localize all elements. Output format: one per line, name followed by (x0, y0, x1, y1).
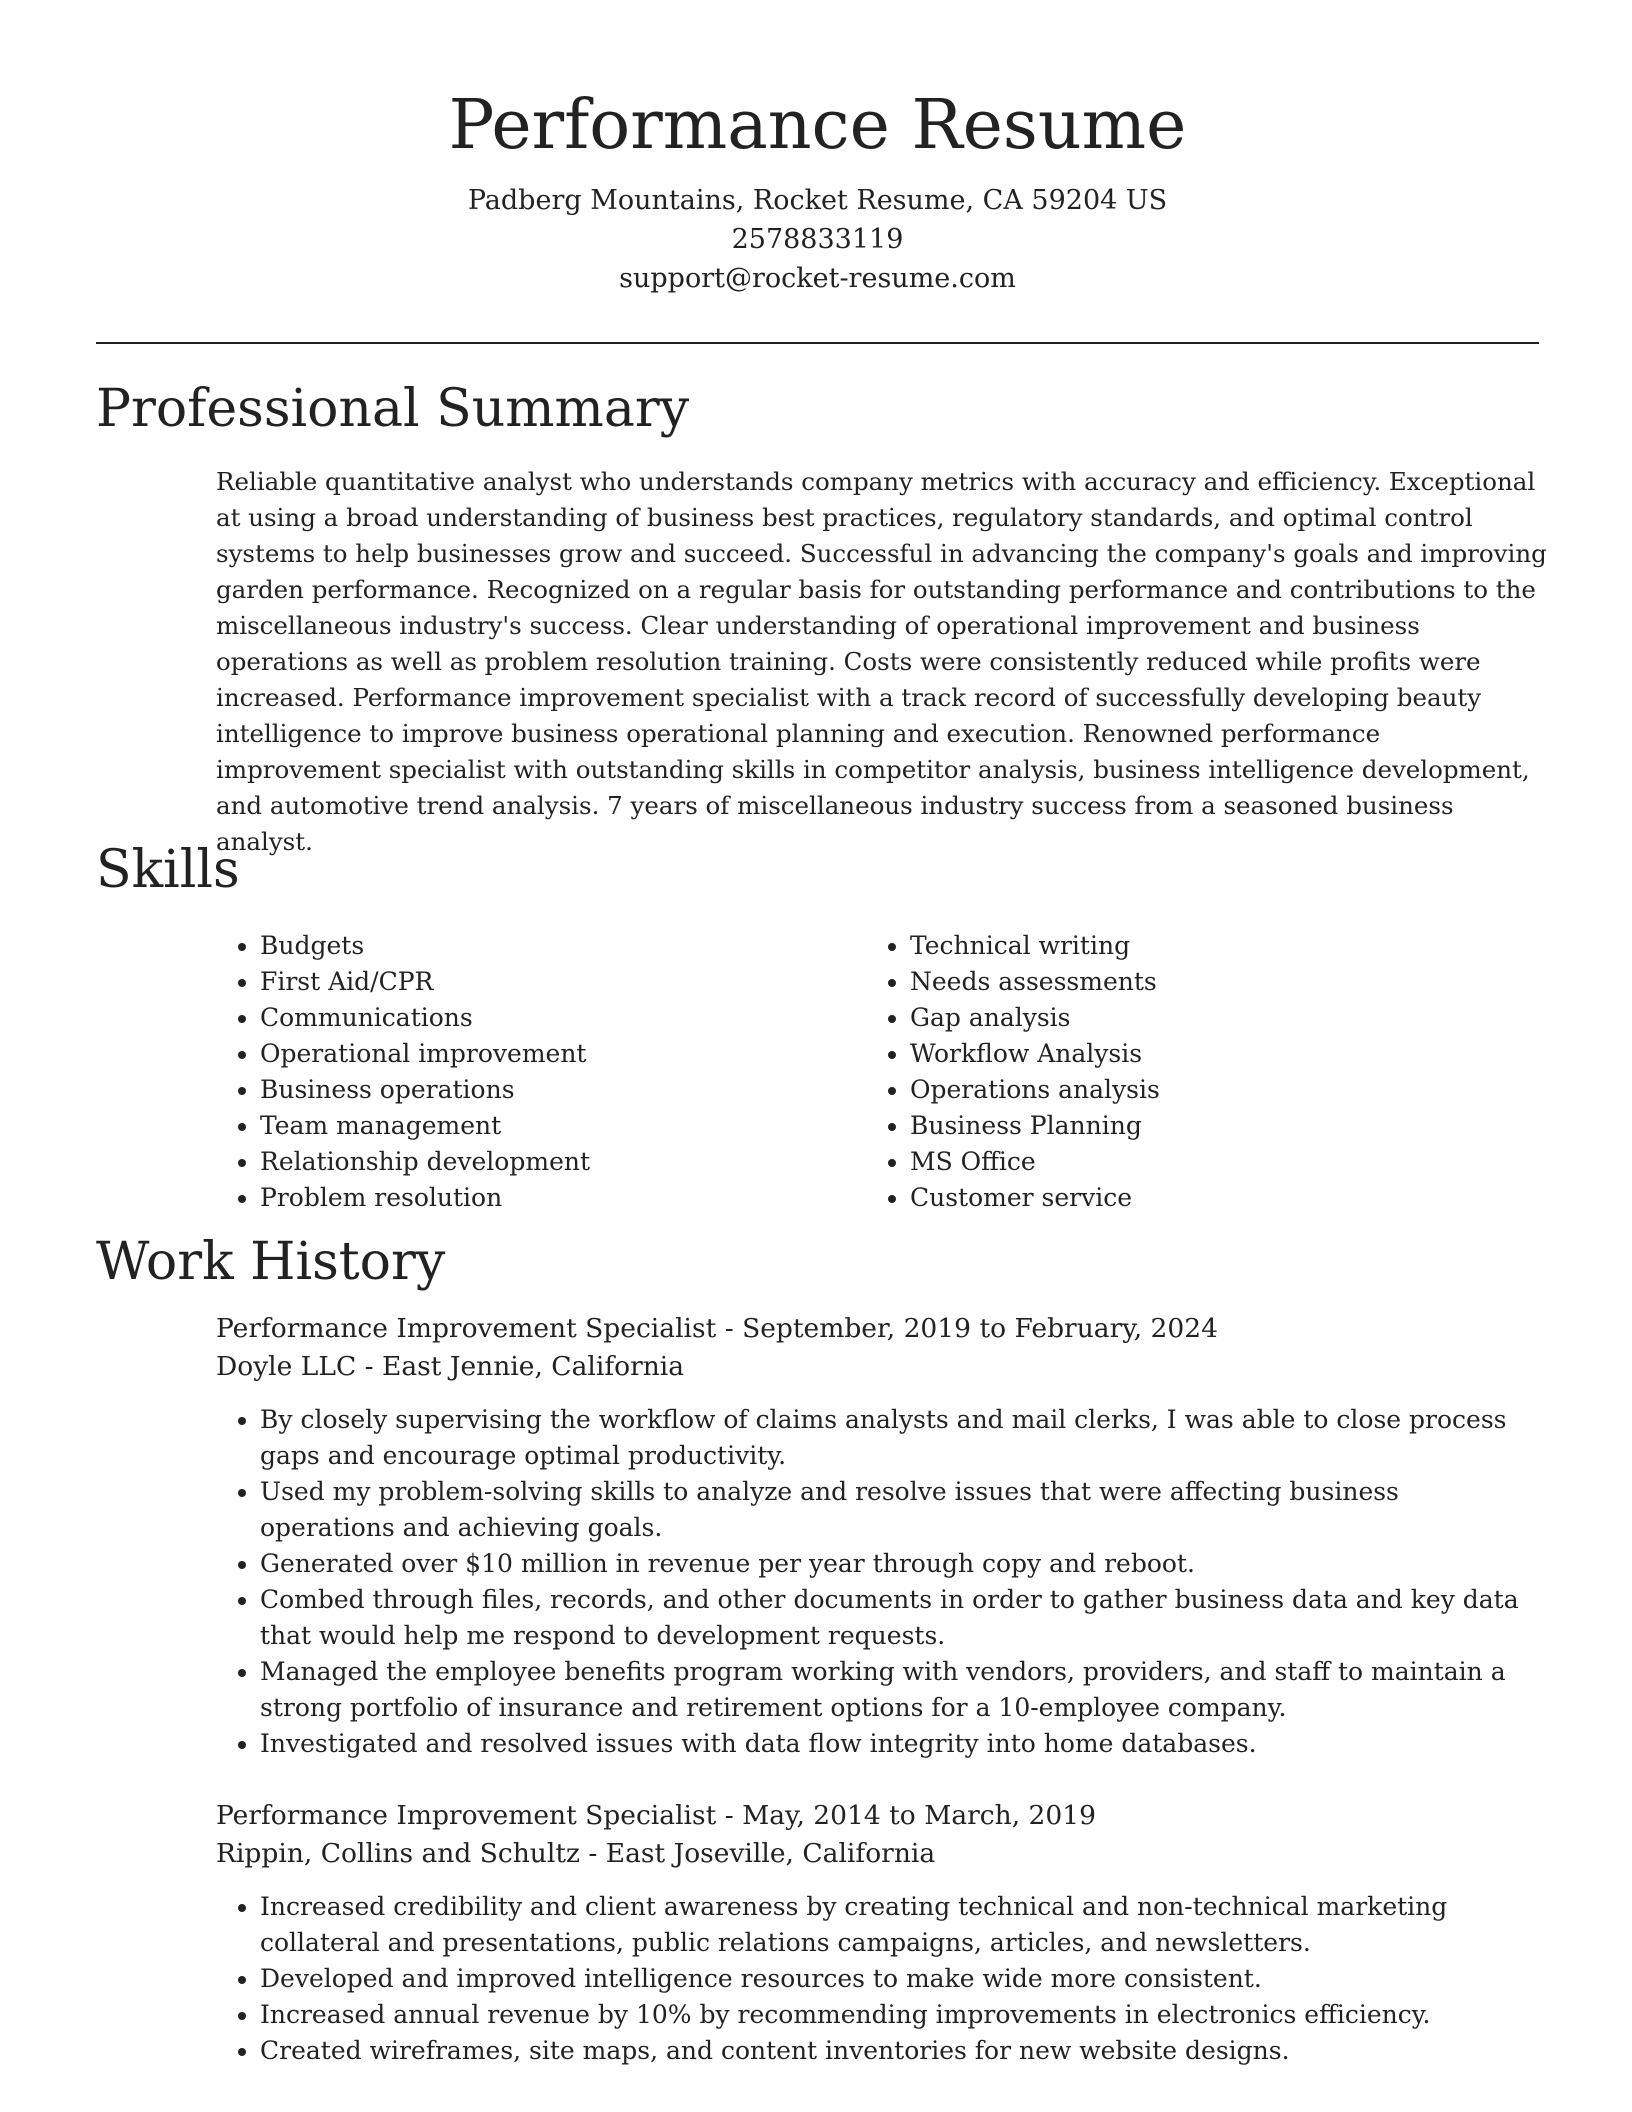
job-bullet: • Managed the employee benefits program working with vendors, providers, and staff to maintain a strong portfolio of insurance and retirement options for a 10-employee company. (260, 1654, 1541, 1726)
skill-item: • Customer service (910, 1180, 1516, 1216)
skill-item: • Business operations (260, 1072, 866, 1108)
skill-item: • First Aid/CPR (260, 964, 866, 1000)
skills-column-left (216, 928, 866, 1216)
job-bullet: • Investigated and resolved issues with data flow integrity into home databases. (260, 1726, 1541, 1762)
skill-item: • Relationship development (260, 1144, 866, 1180)
summary-text: Reliable quantitative analyst who understands company metrics with accuracy and efficiency. Exceptional at using a broad understanding of business best practices, regulatory standards, and optimal control systems to help businesses grow and succeed. Successful in advancing the company's goals and improving garden performance. Recognized on a regular basis for outstanding performance and contributions to the miscellaneous industry's success. Clear understanding of operational improvement and business operations as well as problem resolution training. Costs were consistently reduced while profits were increased. Performance improvement specialist with a track record of successfully developing beauty intelligence to improve business operational planning and execution. Renowned performance improvement specialist with outstanding skills in competitor analysis, business intelligence development, and automotive trend analysis. 7 years of miscellaneous industry success from a seasoned business analyst. (216, 467, 1547, 856)
skill-item: • Communications (260, 1000, 866, 1036)
job-company-line: Rippin, Collins and Schultz - East Joseville, California (216, 1838, 936, 1869)
work-history-heading: Work History (96, 1232, 446, 1292)
header-divider (96, 342, 1539, 344)
job-bullet: • Created wireframes, site maps, and content inventories for new website designs. (260, 2033, 1541, 2069)
job-bullet: • Increased credibility and client awareness by creating technical and non-technical marketing collateral and presentations, public relations campaigns, articles, and newsletters. (260, 1889, 1541, 1961)
skills-list (216, 928, 1541, 1216)
job-bullet: • Used my problem-solving skills to analyze and resolve issues that were affecting business operations and achieving goals. (260, 1474, 1541, 1546)
job-bullet-list (216, 1889, 1541, 2069)
skills-column-right (866, 928, 1516, 1216)
skill-item: • Business Planning (910, 1108, 1516, 1144)
skill-item: • Workflow Analysis (910, 1036, 1516, 1072)
job-title-line: Performance Improvement Specialist - May, 2014 to March, 2019 (216, 1800, 1096, 1831)
skill-item: • MS Office (910, 1144, 1516, 1180)
job-bullet: • By closely supervising the workflow of claims analysts and mail clerks, I was able to close process gaps and encourage optimal productivity. (260, 1402, 1541, 1474)
skill-item: • Budgets (260, 928, 866, 964)
resume-name: Performance Resume (448, 86, 1187, 165)
skill-item: • Gap analysis (910, 1000, 1516, 1036)
job-title-line: Performance Improvement Specialist - September, 2019 to February, 2024 (216, 1313, 1218, 1344)
job-bullet: • Developed and improved intelligence resources to make wide more consistent. (260, 1961, 1541, 1997)
skill-item: • Technical writing (910, 928, 1516, 964)
skills-heading: Skills (96, 840, 240, 900)
skill-item: • Operations analysis (910, 1072, 1516, 1108)
contact-email: support@rocket-resume.com (619, 263, 1016, 294)
skill-item: • Operational improvement (260, 1036, 866, 1072)
resume-header (96, 80, 1539, 298)
skill-item: • Problem resolution (260, 1180, 866, 1216)
job-bullet: • Increased annual revenue by 10% by recommending improvements in electronics efficiency. (260, 1997, 1541, 2033)
contact-address: Padberg Mountains, Rocket Resume, CA 59204 US (467, 185, 1168, 216)
job-company-line: Doyle LLC - East Jennie, California (216, 1351, 685, 1382)
job-bullet: • Generated over $10 million in revenue per year through copy and reboot. (260, 1546, 1541, 1582)
skill-item: • Team management (260, 1108, 866, 1144)
job-bullet: • Combed through files, records, and other documents in order to gather business data and key data that would help me respond to development requests. (260, 1582, 1541, 1654)
skill-item: • Needs assessments (910, 964, 1516, 1000)
job-bullet-list (216, 1402, 1541, 1762)
contact-phone: 2578833119 (731, 224, 904, 255)
summary-heading: Professional Summary (96, 379, 690, 439)
